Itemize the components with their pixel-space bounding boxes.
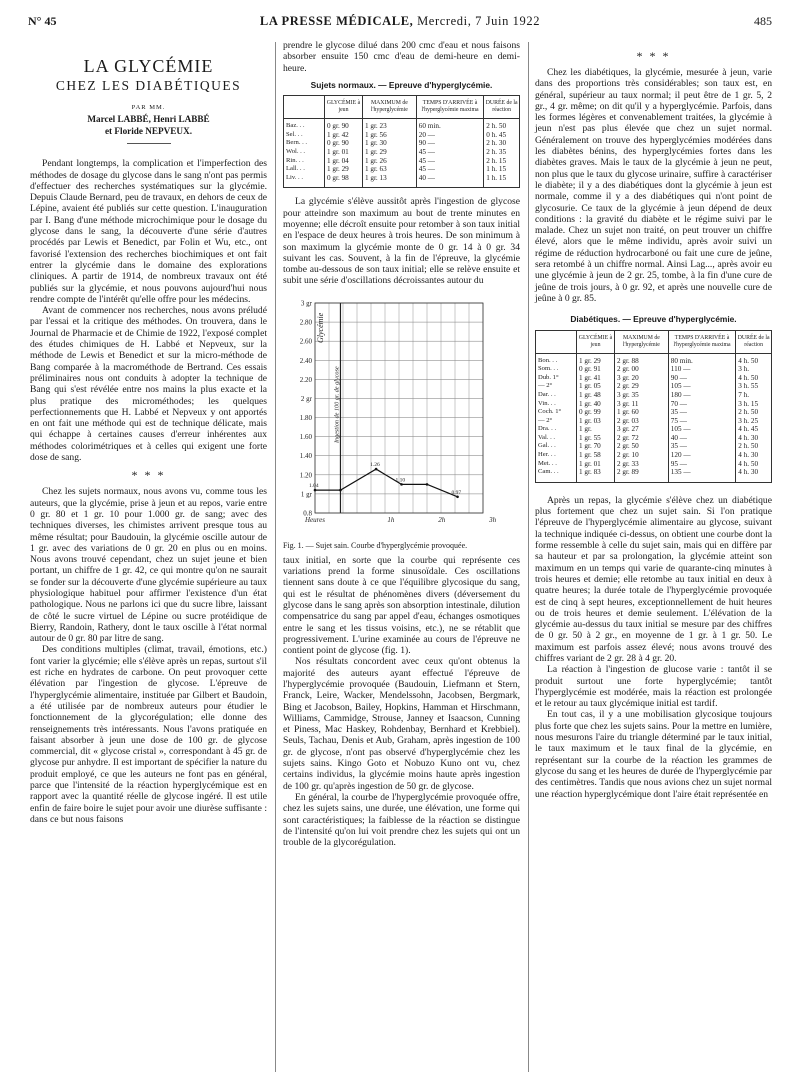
- data-point: [456, 495, 459, 498]
- section-asterism: * * *: [636, 49, 671, 63]
- table-row: [284, 119, 520, 131]
- table-cell: 70 —: [668, 400, 735, 409]
- table-header-empty: [536, 330, 577, 353]
- paragraph: prendre le glycose dilué dans 200 cmc d'eau et nous faisons absorber ensuite 150 cmc d'eau de demi-heure en demi-heure.: [283, 40, 520, 74]
- table-cell: 1 gr. 29: [325, 165, 363, 174]
- table-diabetic-subjects: [535, 330, 772, 483]
- y-tick-label: 1.40: [299, 451, 312, 460]
- table-cell: 45 —: [416, 148, 483, 157]
- table-cell-subject: Bon. . .: [538, 356, 558, 364]
- table-cell-subject: Wol. . .: [286, 147, 306, 155]
- paragraph: Nos résultats concordent avec ceux qu'ont obtenus la majorité des auteurs ayant effectué l'épreuve de l'hyperglycémie provoquée (Baudouin, Liefmann et Stern, Franck, Leire, Wacker, Mendelssohn, Jacobsen, Bergmark, Bing et Jacobson, Bailey, Hopkins, Hamman et Hirschmann, Williams, Cammidge, Strouse, Janney et Isaacson, Cunning et Piness, Mac Haskey, Rohdenbay, Bernhard et Krebbiel). Seuls, Tachau, Denis et Aub, Graham, après ingestion de 100 gr. de glycose, n'ont pas observé d'hyperglycémie chez les sujets sains. Kingo Goto et Nobuzo Kuno ont vu, chez certains individus, la glycémie moins haute après ingestion de 100 gr. qu'après ingestion de 50 gr. de glycose.: [283, 656, 520, 792]
- table-cell: 3 h. 15: [736, 400, 772, 409]
- table-normal-subjects: [283, 95, 520, 188]
- table-cell: 2 h. 50: [484, 119, 520, 131]
- table-cell: 4 h. 30: [736, 451, 772, 460]
- table-cell: 2 h. 50: [736, 408, 772, 417]
- table-cell: 1 gr. 70: [577, 442, 615, 451]
- y-tick-label: 2.60: [299, 337, 312, 346]
- table-cell: 0 gr. 90: [325, 139, 363, 148]
- table-cell: 0 gr. 99: [577, 408, 615, 417]
- data-point: [314, 489, 317, 492]
- table-cell: 4 h. 50: [736, 374, 772, 383]
- column-1: [30, 40, 267, 825]
- table-cell: 90 —: [416, 139, 483, 148]
- table-cell: 1 gr. 41: [577, 374, 615, 383]
- table-cell: 2 gr. 29: [614, 382, 668, 391]
- table-row: [536, 400, 772, 409]
- table-cell: 1 h. 15: [484, 174, 520, 188]
- table-header-empty: [284, 96, 325, 119]
- table-header: TEMPS D'ARRIVÉE à l'hyperglycémie maxima: [416, 96, 483, 119]
- table-cell: 1 gr. 83: [577, 468, 615, 482]
- authors-line-1: Marcel LABBÉ, Henri LABBÉ: [87, 114, 210, 125]
- table-row: [536, 425, 772, 434]
- table-cell-subject: Dra. . .: [538, 425, 557, 433]
- data-label: 1.10: [395, 477, 406, 484]
- table-cell: 2 gr. 88: [614, 353, 668, 365]
- table-cell-subject: Val. . .: [538, 433, 556, 441]
- table-cell: 1 gr. 30: [362, 139, 416, 148]
- table-cell-subject: Dar. . .: [538, 390, 556, 398]
- table-cell: 2 gr. 50: [614, 442, 668, 451]
- figure-1: [283, 291, 520, 539]
- x-tick-label: 3h: [489, 515, 497, 524]
- column-rule: [275, 42, 276, 1072]
- table-cell: 1 gr. 42: [325, 131, 363, 140]
- table-header: GLYCÉMIE à jeun: [577, 330, 615, 353]
- authors-line-2: et Floride NEPVEUX.: [104, 126, 192, 137]
- table-row: [536, 408, 772, 417]
- table-cell: 0 gr. 90: [325, 119, 363, 131]
- table-cell: 0 gr. 98: [325, 174, 363, 188]
- table-cell: 135 —: [668, 468, 735, 482]
- paragraph: Après un repas, la glycémie s'élève chez un diabétique plus fortement que chez un sujet sain. Si l'on pratique l'épreuve de l'hyperglycémie alimentaire au glycose, suivant la technique indiquée ci-dessus, on obtient une courbe dont la forme ressemble à celle du sujet sain, mais qui en diffère par sa hauteur et par sa prolongation, la glycémie atteint son maximum en un temps qui varie de quarante-cinq minutes à trois heures et demie; elle retombe au taux initial en deux à quatre heures; la durée totale de l'hyperglycémie provoquée est de cinq à sept heures, exceptionnellement de huit heures ou de trois heures et demie seulement. L'élévation de la glycémie au-dessus du taux initial se mesure par des chiffres de 0 gr. 50 à 2 gr., en moyenne de 1 gr. à 1 gr. 50. Le maximum est parfois assez élevé; nous avons trouvé des chiffres variant de 2 gr. 28 à 4 gr. 20.: [535, 494, 772, 664]
- data-point: [426, 483, 429, 486]
- table-cell: 35 —: [668, 442, 735, 451]
- table-cell: 0 h. 45: [484, 131, 520, 140]
- table-row: [284, 131, 520, 140]
- table-header: MAXIMUM de l'hyperglycémie: [362, 96, 416, 119]
- table-diabetic-title: Diabétiques. — Epreuve d'hyperglycémie.: [570, 314, 737, 325]
- data-label: 1.26: [370, 461, 380, 468]
- table-header: MAXIMUM de l'hyperglycémie: [614, 330, 668, 353]
- table-row: [284, 139, 520, 148]
- table-cell-subject: — 2°: [538, 382, 553, 390]
- table-cell-subject: — 2°: [538, 416, 553, 424]
- table-cell-subject: Rin. . .: [286, 156, 304, 164]
- paragraph: Pendant longtemps, la complication et l'imperfection des méthodes de dosage du glycose dans le sang n'ont pas permis d'effectuer des recherches systématiques sur la glycémie. Depuis Claude Bernard, peu de travaux, en dehors de ceux de Lépine, avaient été publiés sur cette question. L'inauguration par I. Bang d'une méthode microchimique pour le dosage du glycose dans le sang, la découverte d'une série d'autres procédés par Lewis et Benedict, par Folin et Wu, etc., ont favorisé l'extension des recherches biochimiques et ont fait entrer la glycémie dans le domaine des explorations cliniques. A partir de 1914, de nombreux travaux ont été publiés sur la glycémie, et nous pouvons aujourd'hui nous rendre compte de l'intérêt qu'elle offre pour les médecins.: [30, 158, 267, 305]
- table-cell: 45 —: [416, 165, 483, 174]
- table-row: [284, 165, 520, 174]
- table-cell: 2 gr. 10: [614, 451, 668, 460]
- data-point: [400, 483, 403, 486]
- table-cell-subject: Gal. . .: [538, 442, 556, 450]
- table-cell: 1 gr. 23: [362, 119, 416, 131]
- table-cell: 1 gr. 48: [577, 391, 615, 400]
- table-row: [284, 157, 520, 166]
- issue-number: N° 45: [28, 14, 57, 28]
- table-header: GLYCÉMIE à jeun: [325, 96, 363, 119]
- paragraph: Des conditions multiples (climat, travail, émotions, etc.) font varier la glycémie; elle s'élève après un repas, surtout s'il est riche en hydrates de carbone. On peut provoquer cette élévation par l'ingestion de glycose. L'épreuve de l'hyperglycémie alimentaire, instituée par Gilbert et Baudoin, a été utilisée par de nombreux auteurs pour étudier le fonctionnement de la glycorégulation; elle donne des renseignements très intéressants. Nous l'avons pratiquée en faisant absorber à jeun une dose de 100 gr. de glycose commercial, dit « glycose cristal », correspondant à 45 gr. de glycose pur anhydre. Il est important de spécifier la nature du produit employé, ce que les auteurs ne font pas en général, parce que l'intensité de la réaction hyperglycémique est en rapport avec la quantité réelle de glycose ingéré. Il est utile enfin de faire boire le sujet pour avoir une diurèse suffisante : dans ce but nous faisons: [30, 644, 267, 825]
- table-cell: 1 gr. 05: [577, 382, 615, 391]
- x-tick-label: 1h: [387, 515, 395, 524]
- table-cell: 1 gr. 01: [577, 460, 615, 469]
- table-row: [536, 468, 772, 482]
- title-separator: [127, 143, 171, 144]
- table-cell: 1 gr. 40: [577, 400, 615, 409]
- ingestion-annotation: Ingestion de 100 gr. de glycose: [333, 366, 341, 443]
- data-label: 0.97: [451, 489, 462, 496]
- table-cell: 120 —: [668, 451, 735, 460]
- table-cell: 1 gr. 63: [362, 165, 416, 174]
- table-cell-subject: Vin. . .: [538, 399, 556, 407]
- table-cell-subject: Met. . .: [538, 459, 557, 467]
- journal-title: [28, 14, 772, 29]
- table-row: [536, 417, 772, 426]
- table-cell: 4 h. 30: [736, 468, 772, 482]
- table-row: [536, 382, 772, 391]
- table-cell: 1 gr. 26: [362, 157, 416, 166]
- table-cell: 1 gr. 29: [577, 353, 615, 365]
- table-row: [284, 148, 520, 157]
- column-3: [535, 40, 772, 800]
- table-cell: 1 gr. 01: [325, 148, 363, 157]
- y-tick-label: 2 gr: [300, 394, 312, 403]
- table-cell: 3 gr. 20: [614, 374, 668, 383]
- table-cell: 105 —: [668, 382, 735, 391]
- table-cell: 3 h. 55: [736, 382, 772, 391]
- table-cell: 40 —: [668, 434, 735, 443]
- table-cell: 2 h. 30: [484, 139, 520, 148]
- table-row: [536, 460, 772, 469]
- table-cell: 3 gr. 27: [614, 425, 668, 434]
- y-tick-label: 3 gr: [300, 299, 312, 308]
- table-cell: 2 gr. 33: [614, 460, 668, 469]
- table-cell: 1 gr. 04: [325, 157, 363, 166]
- y-tick-label: 2.20: [299, 375, 312, 384]
- article-subtitle: CHEZ LES DIABÉTIQUES: [55, 78, 242, 93]
- table-cell: 35 —: [668, 408, 735, 417]
- table-cell: 2 gr. 00: [614, 365, 668, 374]
- table-cell: 3 h.: [736, 365, 772, 374]
- table-cell-subject: Coch. 1°: [538, 408, 562, 416]
- paragraph: taux initial, en sorte que la courbe qui représente ces variations prend la forme sinusoïdale. Ces oscillations tiennent sans doute à ce que l'équilibre glycosique du sang, qui est le résultat de phénomènes divers (déversement du glycose dans le sang après son absorption intestinale, dilution compensatrice du sang par appel d'eau, échanges osmotiques entre le sang et les tissus voisins, etc.), ne se rétablit que progressivement. L'urine examinée au cours de l'épreuve ne contient point de glycose (fig. 1).: [283, 554, 520, 657]
- table-row: [536, 374, 772, 383]
- table-cell-subject: Her. . .: [538, 451, 556, 459]
- table-cell-subject: Dub. 1°: [538, 373, 559, 381]
- table-cell: 1 gr. 29: [362, 148, 416, 157]
- table-cell: 2 h. 15: [484, 157, 520, 166]
- table-cell-subject: Sel. . .: [286, 130, 303, 138]
- x-tick-label: 2h: [438, 515, 446, 524]
- table-cell: 2 gr. 89: [614, 468, 668, 482]
- table-row: [536, 434, 772, 443]
- table-cell-subject: Baz. . .: [286, 122, 305, 130]
- table-cell: 4 h. 50: [736, 353, 772, 365]
- table-cell: 45 —: [416, 157, 483, 166]
- table-cell: 4 h. 50: [736, 460, 772, 469]
- table-cell: 3 gr. 35: [614, 391, 668, 400]
- running-head: [28, 14, 772, 34]
- y-tick-label: 0.8: [303, 509, 312, 518]
- table-cell: 20 —: [416, 131, 483, 140]
- data-label: 1.04: [309, 482, 319, 489]
- y-tick-label: 1.20: [299, 471, 312, 480]
- column-rule: [528, 42, 529, 1072]
- y-tick-label: 1.80: [299, 413, 312, 422]
- table-cell: 1 gr. 13: [362, 174, 416, 188]
- table-cell-subject: Bern. . .: [286, 139, 308, 147]
- paragraph: En tout cas, il y a une mobilisation glycosique toujours plus forte que chez les sujets sains. Pour la mettre en lumière, nous mesurons l'aire du triangle déterminé par le taux initial, le taux maximum et le taux final de la glycémie, en représentant sur la courbe de la réaction les grammes de glycose du sang et les heures de durée de l'hyperglycémie par des centimètres. Tandis que nous avions chez un sujet normal une réaction hyperglycémique dont l'aire était représentée en: [535, 709, 772, 800]
- table-cell-subject: Liv. . .: [286, 173, 303, 181]
- paragraph: Chez les diabétiques, la glycémie, mesurée à jeun, varie dans des proportions très considérables; son taux est, en général, supérieur au taux normal; il peut être de 1 gr. 5, 2 gr., 4 gr. même; on dit qu'il y a hyperglycémie. Parfois, dans les formes légères et convenablement traitées, la glycémie à jeun n'est pas plus élevée que chez un sujet normal. Généralement on trouve des hyperglycémies modérées dans les diabètes bénins, des hyperglycémies fortes dans les diabètes graves. Mais le taux de la glycémie à jeun ne peut, non plus que le taux du glycose urinaire, suffire à caractériser le diabète; il y a des diabétiques dont la glycémie à jeun est normale, comme il y a des diabétiques qui n'ont point de glycosurie. Ce taux de la glycémie à jeun dépend de deux conditions : la gravité du diabète et le régime suivi par le malade. Chez un sujet non traité, on peut trouver un chiffre élevé, alors que le même individu, après avoir suivi un régime de réduction hydrocarboné ou fait une cure de jeûne, sera retombé à un chiffre normal. Ainsi Lag..., après avoir eu une glycémie à jeun de 2 gr. 25, tombe, à la fin d'une cure de jeûne de trois jours, à 0 gr. 92, et après une nouvelle cure de jeûne à 0 gr. 85.: [535, 67, 772, 304]
- paragraph: La réaction à l'ingestion de glucose varie : tantôt il se produit surtout une forte hyperglycémie; tantôt l'hyperglycémie est modérée, mais la réaction est prolongée et le retour au taux glycémique initial est tardif.: [535, 664, 772, 710]
- table-cell: 3 gr. 11: [614, 400, 668, 409]
- journal-name: LA PRESSE MÉDICALE,: [259, 14, 414, 28]
- data-point: [339, 489, 342, 492]
- paragraph: Avant de commencer nos recherches, nous avons préludé par l'essai et la critique des méthodes. On trouvera, dans le Journal de Pharmacie et de Chimie de 1922, l'exposé complet des études chimiques de H. Labbé et Nepveux, sur la méthode de Lewis et Benedict et sur la micro-méthode de Bang comparée à la macrométhode de Bertrand. Ces essais préliminaires nous ont conduits à adopter la technique de Bang qui s'est révélée entre nos mains la plus exacte et la plus pratique des microméthodes; les quelques perfectionnements que H. Labbé et Nepveux y ont apportés en ont fait une méthode qui est de technique délicate, mais qui échappe à certaines causes d'erreur inhérentes aux méthodes colorimétriques et à celles qui exigent une forte dose de sang.: [30, 305, 267, 464]
- table-cell: 1 gr. 55: [577, 434, 615, 443]
- table-cell: 3 h. 25: [736, 417, 772, 426]
- table-cell: 1 gr.: [577, 425, 615, 434]
- table-cell: 1 gr. 58: [577, 451, 615, 460]
- table-cell: 110 —: [668, 365, 735, 374]
- table-cell: 1 gr. 56: [362, 131, 416, 140]
- table-row: [536, 442, 772, 451]
- table-header: DURÉE de la réaction: [736, 330, 772, 353]
- y-tick-label: 2.40: [299, 356, 312, 365]
- table-cell: 2 gr. 72: [614, 434, 668, 443]
- table-cell: 60 min.: [416, 119, 483, 131]
- table-row: [536, 451, 772, 460]
- table-cell: 2 h. 35: [484, 148, 520, 157]
- page-number: 485: [754, 14, 772, 28]
- table-row: [536, 391, 772, 400]
- glycemia-chart: [283, 291, 520, 539]
- series-line: [315, 469, 458, 497]
- table-cell-subject: Cam. . .: [538, 468, 559, 476]
- table-cell: 7 h.: [736, 391, 772, 400]
- y-tick-label: 1.60: [299, 432, 312, 441]
- table-cell-subject: Lall. . .: [286, 165, 305, 173]
- table-cell: 4 h. 45: [736, 425, 772, 434]
- section-asterism: * * *: [131, 468, 166, 483]
- table-cell: 1 h. 15: [484, 165, 520, 174]
- y-tick-label: 2.80: [299, 318, 312, 327]
- x-axis-label: Heures: [305, 515, 325, 524]
- table-row: [536, 353, 772, 365]
- issue-date: Mercredi, 7 Juin 1922: [413, 14, 541, 28]
- table-cell: 0 gr. 91: [577, 365, 615, 374]
- column-2: [283, 40, 520, 848]
- table-header: DURÉE de la réaction: [484, 96, 520, 119]
- paragraph: Chez les sujets normaux, nous avons vu, comme tous les auteurs, que la glycémie, prise à jeun et au repos, varie entre 0 gr. 80 et 1 gr. 10 pour 1.000 gr. de sang; avec des techniques diverses, les chimistes arrivent presque tous au même résultat; pour Baudouin, la glycémie oscille autour de 1 gr. avec des variations de 0 gr. 20 en plus ou en moins. Nous avons trouvé cependant, chez un sujet jeune et bien portant, un chiffre de 1 gr. 42, ce qui montre qu'on ne saurait se fonder sur la découverte d'une glycémie supérieure au taux physiologique habituel pour affirmer l'existence d'un état pathologique. Nous ne parlons ici que du sucre libre, laissant de côté le sucre virtuel de Lépine ou sucre protéidique de Bierry, Randoin, Rathery, dont le taux oscille à l'état normal autour de 0 gr. 80 par litre de sang.: [30, 486, 267, 645]
- y-tick-label: 1 gr: [300, 490, 312, 499]
- paragraph: En général, la courbe de l'hyperglycémie provoquée offre, chez les sujets sains, une durée, une élévation, une forme qui sont caractéristiques; la faiblesse de la réaction se distingue de l'intensité qu'on lui voit prendre chez les sujets qui ont un trouble de la glycorégulation.: [283, 791, 520, 849]
- table-cell-subject: Som. . .: [538, 365, 559, 373]
- table-cell: 1 gr. 60: [614, 408, 668, 417]
- table-cell: 4 h. 30: [736, 434, 772, 443]
- table-cell: 180 —: [668, 391, 735, 400]
- table-cell: 40 —: [416, 174, 483, 188]
- table-row: [536, 365, 772, 374]
- table-cell: 75 —: [668, 417, 735, 426]
- table-cell: 90 —: [668, 374, 735, 383]
- y-axis-label: Glycémie: [316, 312, 325, 343]
- author-prefix: PAR MM.: [131, 104, 166, 111]
- table-cell: 1 gr. 03: [577, 417, 615, 426]
- table-header: TEMPS D'ARRIVÉE à l'hyperglycémie maxima: [668, 330, 735, 353]
- table-row: [284, 174, 520, 188]
- data-point: [375, 468, 378, 471]
- article-title: LA GLYCÉMIE: [83, 56, 214, 76]
- table-cell: 95 —: [668, 460, 735, 469]
- paragraph: La glycémie s'élève aussitôt après l'ingestion de glycose pour atteindre son maximum au bout de trente minutes en moyenne; elle décroît ensuite pour retomber à son taux initial en l'espace de deux heures à trois heures. De son minimum à son maximum la glycémie monte de 0 gr. 14 à 0 gr. 34 suivant les cas. Souvent, à la fin de l'épreuve, la glycémie tombe au-dessous de son taux initial; elle se relève ensuite et subit une série d'oscillations décroissantes autour du: [283, 196, 520, 287]
- table-cell: 105 —: [668, 425, 735, 434]
- figure-caption: Fig. 1. — Sujet sain. Courbe d'hyperglycémie provoquée.: [283, 540, 468, 550]
- table-cell: 80 min.: [668, 353, 735, 365]
- table-cell: 2 gr. 03: [614, 417, 668, 426]
- table-cell: 2 h. 50: [736, 442, 772, 451]
- table-normal-title: Sujets normaux. — Epreuve d'hyperglycémie.: [310, 79, 493, 90]
